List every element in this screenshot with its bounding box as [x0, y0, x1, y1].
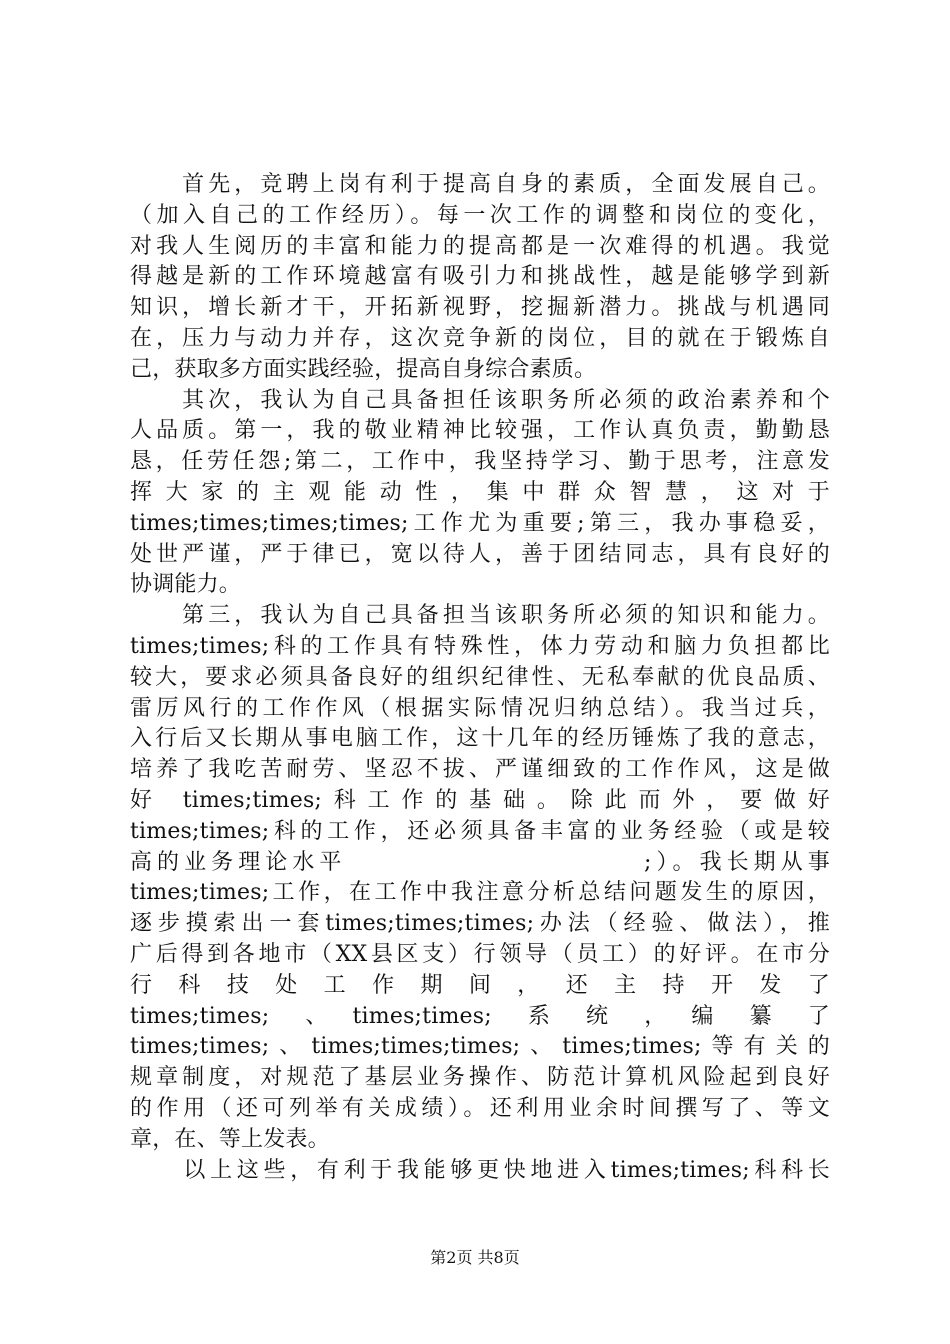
body-text [130, 170, 830, 1186]
text-line: times;times; 、 times;times; 系 统 ， 编 纂 了 [130, 1003, 830, 1029]
text-line: times;times;科的工作具有特殊性，体力劳动和脑力负担都比 [130, 633, 830, 659]
text-line: 恳，任劳任怨;第二，工作中，我坚持学习、勤于思考，注意发 [130, 449, 830, 475]
text-line: 培养了我吃苦耐劳、坚忍不拔、严谨细致的工作作风，这是做 [130, 757, 830, 783]
text-line: 人品质。第一，我的敬业精神比较强，工作认真负责，勤勤恳 [130, 418, 830, 444]
text-line: times;times;times;times;工作尤为重要;第三，我办事稳妥， [130, 510, 830, 536]
text-line: 高的业务理论水平 ;）。我长期从事 [130, 849, 830, 875]
text-line: 好 times;times;科工作的基础。除此而外，要做好 [130, 787, 830, 813]
text-line: 己，获取多方面实践经验，提高自身综合素质。 [130, 356, 597, 382]
text-line: times;times;、times;times;times;、times;times;等有关的 [130, 1034, 830, 1060]
text-line: 规章制度，对规范了基层业务操作、防范计算机风险起到良好 [130, 1065, 830, 1091]
text-line: 得越是新的工作环境越富有吸引力和挑战性，越是能够学到新 [130, 264, 830, 290]
page-footer: 第2页 共8页 [430, 1248, 520, 1267]
text-line: 首先，竞聘上岗有利于提高自身的素质，全面发展自己。 [130, 172, 830, 197]
text-line: 第三，我认为自己具备担当该职务所必须的知识和能力。 [130, 603, 830, 629]
text-line: 协调能力。 [130, 572, 242, 598]
text-line: （加入自己的工作经历）。每一次工作的调整和岗位的变化， [130, 202, 830, 228]
text-line: 行科技处工作期间，还主持开发了 [130, 972, 830, 998]
text-line: 逐步摸索出一套times;times;times;办法（经验、做法），推 [130, 911, 830, 937]
text-line: 广后得到各地市（XX县区支）行领导（员工）的好评。在市分 [130, 941, 830, 967]
text-line: times;times;科的工作，还必须具备丰富的业务经验（或是较 [130, 818, 830, 844]
text-line: 在，压力与动力并存，这次竞争新的岗位，目的就在于锻炼自 [130, 325, 830, 351]
text-line: 其次，我认为自己具备担任该职务所必须的政治素养和个 [130, 387, 830, 413]
text-line: 知识，增长新才干，开拓新视野，挖掘新潜力。挑战与机遇同 [130, 295, 830, 321]
text-line: 的作用（还可列举有关成绩）。还利用业余时间撰写了、等文 [130, 1095, 830, 1121]
text-line: 挥大家的主观能动性，集中群众智慧，这对于 [130, 479, 830, 505]
text-line: 对我人生阅历的丰富和能力的提高都是一次难得的机遇。我觉 [130, 233, 830, 259]
text-line: 雷厉风行的工作作风（根据实际情况归纳总结）。我当过兵， [130, 695, 830, 721]
text-line: 章，在、等上发表。 [130, 1126, 330, 1152]
text-line: 以上这些，有利于我能够更快地进入times;times;科科长 [130, 1157, 830, 1183]
text-line: times;times;工作，在工作中我注意分析总结问题发生的原因， [130, 880, 830, 906]
text-line: 较大，要求必须具备良好的组织纪律性、无私奉献的优良品质、 [130, 664, 830, 690]
text-line: 入行后又长期从事电脑工作，这十几年的经历锤炼了我的意志， [130, 726, 830, 752]
text-line: 处世严谨，严于律已，宽以待人，善于团结同志，具有良好的 [130, 541, 830, 567]
